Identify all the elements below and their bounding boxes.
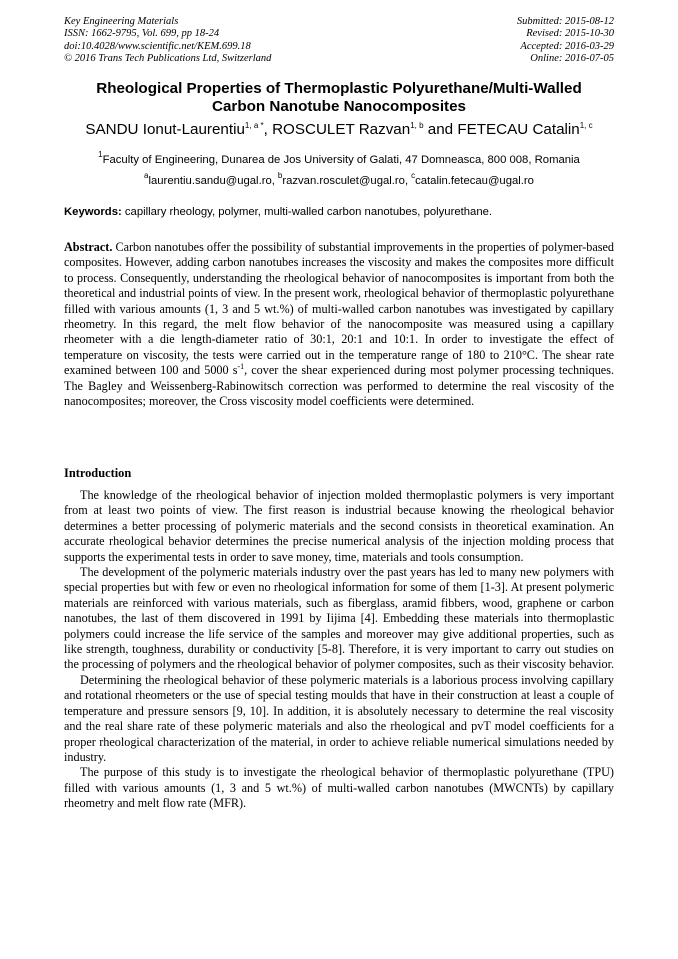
introduction-heading: Introduction <box>64 466 132 480</box>
abstract-text-1: Carbon nanotubes offer the possibility of substantial improvements in the properties of polymer-based composites. However, adding carbon nanotubes increases the viscosity and makes the composites more difficult to process. Consequently, understanding the rheological behavior of nanocomposites is important from both the theoretical and industrial points of view. In the present work, rheological behavior of thermoplastic polyurethane filled with various amounts (1, 3 and 5 wt.%) of multi-walled carbon nanotubes was investigated by capillary rheometry. In this regard, the melt flow behavior of the nanocomposite was measured using a capillary rheometer with a die length-diameter ratio of 30:1, 20:1 and 10:1. In order to investigate the effect of temperature on viscosity, the tests were carried out in the temperature range of 180 to 210°C. The shear rate examined between 100 and 5000 s <box>64 240 614 378</box>
journal-issn: ISSN: 1662-9795, Vol. 699, pp 18-24 <box>64 28 220 40</box>
submitted-date: Submitted: 2015-08-12 <box>516 16 614 27</box>
abstract-text-2: , cover the shear experienced during most polymer processing techniques. The Bagley and Weissenberg-Rabinowitsch correction was performed to determine the real viscosity of the nanocomposites; moreover, the Cross viscosity model coefficients were determined. <box>64 363 614 409</box>
journal-doi[interactable]: doi:10.4028/www.scientific.net/KEM.699.18 <box>64 40 251 52</box>
author-emails <box>20 171 658 187</box>
email-b[interactable]: razvan.rosculet@ugal.ro, <box>282 175 409 187</box>
email-b-sup: b <box>277 171 283 180</box>
email-c-sup: c <box>411 171 416 180</box>
abstract-sup: -1 <box>237 362 245 372</box>
author-3-sup: 1, c <box>579 121 593 130</box>
email-c[interactable]: catalin.fetecau@ugal.ro <box>415 175 534 187</box>
submission-dates <box>517 16 614 65</box>
revised-date: Revised: 2015-10-30 <box>526 28 614 40</box>
email-a-sup: a <box>144 171 149 180</box>
author-separator-1: , <box>263 121 273 138</box>
intro-paragraph: The purpose of this study is to investigate the rheological behavior of thermoplastic polyurethane (TPU) filled with various amounts (1, 3 and 5 wt.%) of multi-walled carbon nanotubes (MWCNTs) by capillary rheometry and melt flow rate (MFR). <box>64 765 614 811</box>
intro-paragraph: Determining the rheological behavior of these polymeric materials is a laborious process involving capillary and rotational rheometers or the use of special testing moulds that have in their construction at least a couple of temperature and pressure sensors [9, 10]. In addition, it is absolutely necessary to determine the real viscosity and the real share rate of these polymeric materials and also the rheological and pvT model coefficients for a proper rheological characterization of the material, in order to achieve reliable numerical simulations needed by industry. <box>64 672 614 764</box>
author-2-sup: 1, b <box>410 121 424 130</box>
keywords-label: Keywords: <box>64 206 122 218</box>
intro-paragraph: The development of the polymeric materials industry over the past years has led to many new polymers with special properties but with few or even no rheological information for some of them [1-3]. At present polymeric materials are reinforced with various materials, such as fiberglass, aramid fibbers, wood, graphene or carbon nanotubes, the last of them discovered in 1991 by Iijima [4]. Embedding these materials into thermoplastic polymers could increase the life service of the samples and moreover may give additional properties, such as like strength, toughness, durability or conductivity [5-8]. Therefore, it is very important to carry out studies on the processing of polymers and the rheological behavior of polymer composites, such as their viscosity behavior. <box>64 565 614 672</box>
title-line-1: Rheological Properties of Thermoplastic Polyurethane/Multi-Walled <box>96 80 582 97</box>
abstract-label: Abstract. <box>64 240 113 254</box>
introduction-body <box>64 488 614 812</box>
intro-paragraph: The knowledge of the rheological behavior of injection molded thermoplastic polymers is very important from at least two points of view. The first reason is industrial because knowing the rheological behavior determines a better processing of polymeric materials and the second consists in theoretical examination. An accurate rheological behavior determines the precise numerical analysis of the injection molding process that supports the experimental tests in order to save money, time, materials and tools consumption. <box>64 488 614 564</box>
email-a[interactable]: laurentiu.sandu@ugal.ro, <box>148 175 275 187</box>
keywords-text: capillary rheology, polymer, multi-walled carbon nanotubes, polyurethane. <box>121 206 493 218</box>
journal-name: Key Engineering Materials <box>64 16 179 27</box>
journal-copyright: © 2016 Trans Tech Publications Ltd, Switzerland <box>64 52 272 64</box>
affiliation <box>20 150 658 166</box>
author-3: FETECAU Catalin <box>457 121 580 138</box>
author-1: SANDU Ionut-Laurentiu <box>85 121 245 138</box>
author-list <box>20 121 658 138</box>
journal-info <box>64 16 271 65</box>
title-line-2: Carbon Nanotube Nanocomposites <box>212 98 466 115</box>
accepted-date: Accepted: 2016-03-29 <box>520 40 614 52</box>
affiliation-text: Faculty of Engineering, Dunarea de Jos University of Galati, 47 Domneasca, 800 008, Romania <box>102 154 580 166</box>
author-separator-2: and <box>423 121 458 138</box>
paper-title <box>40 80 638 116</box>
affiliation-sup: 1 <box>98 150 103 159</box>
author-1-sup: 1, a * <box>244 121 264 130</box>
online-date: Online: 2016-07-05 <box>530 52 614 64</box>
abstract <box>64 240 614 409</box>
keywords <box>64 206 614 218</box>
author-2: ROSCULET Razvan <box>272 121 411 138</box>
